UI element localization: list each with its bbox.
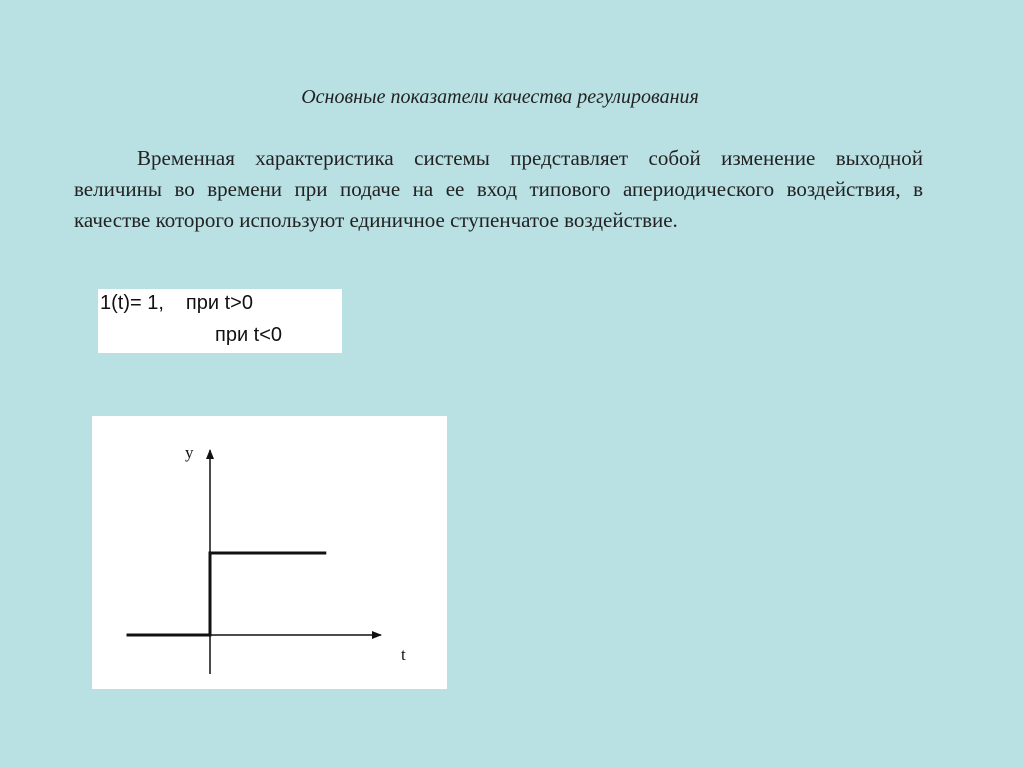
formula-line-1 (100, 292, 253, 315)
formula-box (98, 289, 342, 353)
graph-svg (92, 416, 447, 689)
slide-title: Основные показатели качества регулирования (301, 86, 699, 108)
formula-lhs: 1(t)= 1, (100, 292, 164, 314)
body-paragraph: Временная характеристика системы представляет собой изменение выходной величины во времени при подаче на ее вход типового апериодического воздействия, в качестве которого используют единичное ступенчатое воздействие. (74, 146, 923, 232)
formula-condition-positive: при t>0 (185, 292, 253, 314)
x-axis-label: t (401, 645, 406, 664)
step-response-graph (92, 416, 447, 689)
step-series (128, 553, 325, 635)
formula-condition-negative: при t<0 (215, 324, 283, 346)
y-axis-label: y (185, 443, 194, 462)
